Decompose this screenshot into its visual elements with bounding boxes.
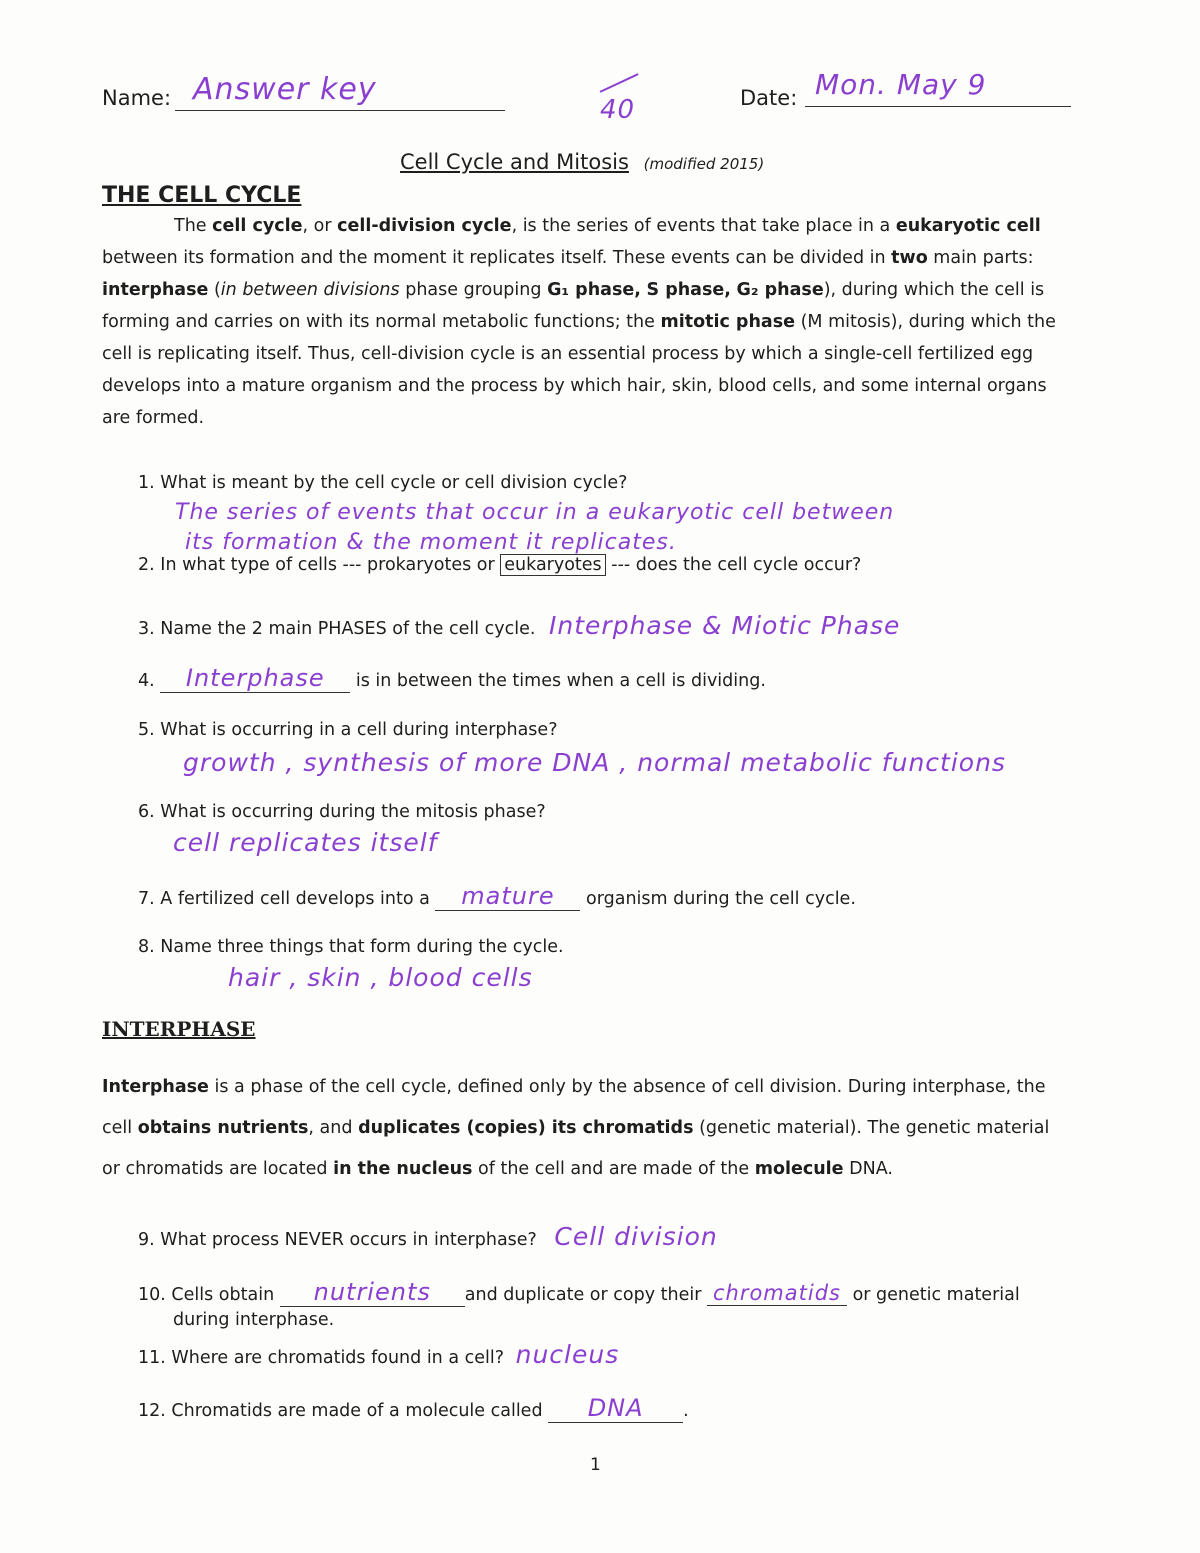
para-bold-g1: G₁ phase, — [547, 280, 641, 300]
answer-1-line2: its formation & the moment it replicates. — [185, 530, 677, 555]
question-number: 2. — [138, 555, 155, 575]
para-bold-g2: G₂ phase — [736, 280, 824, 300]
para-bold-s: S phase, — [646, 280, 731, 300]
date-value: Mon. May 9 — [815, 68, 987, 101]
para-text: , or — [302, 216, 332, 236]
question-text: Name three things that form during the cycle. — [160, 937, 564, 957]
para-text: The — [174, 216, 207, 236]
para-bold-two: two — [891, 248, 928, 268]
answer-6: cell replicates itself — [173, 828, 438, 857]
question-7 — [138, 882, 856, 911]
answer-4: Interphase — [185, 664, 325, 692]
answer-1-line1: The series of events that occur in a eukaryotic cell between — [175, 500, 895, 525]
question-text: In what type of cells --- prokaryotes or — [160, 555, 495, 575]
question-3 — [138, 611, 900, 640]
para-bold-nutrients: obtains nutrients — [137, 1118, 309, 1138]
para-bold-mitotic-phase: mitotic phase — [660, 312, 795, 332]
answer-5: growth , synthesis of more DNA , normal metabolic functions — [183, 748, 1006, 777]
question-9 — [138, 1222, 718, 1251]
answer-9: Cell division — [554, 1222, 718, 1251]
para-text: , during which the cell is replicating itself. Thus, cell-division cycle is an essential process by which a single-cell fertilized egg develops into a mature organism and the process by which hair, skin, blood cells, and some internal organs are formed. — [102, 312, 1056, 428]
question-number: 12. — [138, 1401, 166, 1421]
para-text: (M mitosis) — [800, 312, 898, 332]
question-number: 1. — [138, 473, 155, 493]
question-text: Chromatids are made of a molecule called — [171, 1401, 543, 1421]
answer-10a-blank[interactable] — [280, 1278, 465, 1307]
question-10-cont: during interphase. — [173, 1310, 335, 1330]
question-number: 4. — [138, 671, 155, 691]
title-main: Cell Cycle and Mitosis — [400, 150, 629, 174]
para-text: main parts: — [933, 248, 1034, 268]
question-2 — [138, 555, 861, 575]
answer-10b: chromatids — [712, 1281, 841, 1305]
para-text: is a phase of the cell cycle, defined only by the absence of cell division. During interphase, the cell — [102, 1077, 1046, 1138]
answer-4-blank[interactable] — [160, 664, 350, 693]
answer-8: hair , skin , blood cells — [228, 963, 533, 992]
question-1 — [138, 473, 627, 493]
question-text: or genetic material — [852, 1285, 1020, 1305]
answer-7-blank[interactable] — [435, 882, 580, 911]
question-11 — [138, 1340, 619, 1369]
score-slash — [600, 73, 639, 92]
question-text: . — [683, 1401, 689, 1421]
name-label: Name: — [102, 86, 172, 110]
answer-7: mature — [461, 882, 555, 910]
para-bold-eukaryotic-cell: eukaryotic cell — [895, 216, 1041, 236]
para-bold-interphase: Interphase — [102, 1077, 209, 1097]
question-4 — [138, 664, 766, 693]
answer-11: nucleus — [515, 1340, 620, 1369]
page-title — [400, 150, 764, 174]
question-text: A fertilized cell develops into a — [160, 889, 430, 909]
para-text: phase grouping — [405, 280, 542, 300]
question-text: --- does the cell cycle occur? — [611, 555, 862, 575]
question-number: 3. — [138, 619, 155, 639]
para-text: of the cell and are made of the — [478, 1159, 750, 1179]
para-text: , and — [308, 1118, 353, 1138]
question-5 — [138, 720, 557, 740]
question-text: Name the 2 main PHASES of the cell cycle. — [160, 619, 536, 639]
para-italic-in-between: in between divisions — [220, 280, 400, 300]
para-text: , is the series of events that take place in a — [511, 216, 891, 236]
question-text: and duplicate or copy their — [464, 1285, 702, 1305]
answer-12: DNA — [587, 1394, 644, 1422]
question-number: 6. — [138, 802, 155, 822]
question-number: 10. — [138, 1285, 166, 1305]
question-number: 11. — [138, 1348, 166, 1368]
para-text: DNA. — [849, 1159, 893, 1179]
question-text: organism during the cell cycle. — [586, 889, 856, 909]
para-text: ), during which the cell is forming and carries on with its normal metabolic functions; the — [102, 280, 1045, 332]
para-bold-cell-cycle: cell cycle — [212, 216, 303, 236]
para-bold-molecule: molecule — [754, 1159, 844, 1179]
date-field[interactable] — [805, 68, 1071, 107]
date-label: Date: — [740, 86, 798, 110]
question-text: Cells obtain — [171, 1285, 275, 1305]
question-text: What process NEVER occurs in interphase? — [160, 1230, 537, 1250]
para-bold-nucleus: in the nucleus — [333, 1159, 473, 1179]
answer-2-boxed: eukaryotes — [500, 554, 605, 576]
answer-10b-blank[interactable] — [707, 1281, 847, 1306]
name-value: Answer key — [193, 72, 377, 107]
question-number: 7. — [138, 889, 155, 909]
interphase-paragraph — [102, 1067, 1072, 1190]
answer-3: Interphase & Miotic Phase — [549, 611, 901, 640]
question-text: is in between the times when a cell is dividing. — [355, 671, 766, 691]
question-text: What is meant by the cell cycle or cell division cycle? — [160, 473, 628, 493]
question-number: 8. — [138, 937, 155, 957]
answer-12-blank[interactable] — [548, 1394, 683, 1423]
question-text: Where are chromatids found in a cell? — [171, 1348, 505, 1368]
question-12 — [138, 1394, 689, 1423]
score-value: 40 — [600, 95, 636, 125]
question-text: What is occurring in a cell during interphase? — [160, 720, 558, 740]
question-10 — [138, 1278, 1098, 1307]
question-8 — [138, 937, 564, 957]
para-text: between its formation and the moment it replicates itself. These events can be divided in — [102, 248, 886, 268]
para-bold-interphase: interphase — [102, 280, 209, 300]
para-bold-cell-division-cycle: cell-division cycle — [337, 216, 512, 236]
question-number: 9. — [138, 1230, 155, 1250]
question-6 — [138, 802, 546, 822]
para-text: (genetic material). The genetic material or chromatids are located — [102, 1118, 1050, 1179]
answer-10a: nutrients — [313, 1278, 431, 1306]
para-bold-chromatids: duplicates (copies) its chromatids — [358, 1118, 694, 1138]
section-heading-interphase: INTERPHASE — [102, 1017, 256, 1041]
cell-cycle-paragraph: The cell cycle, or cell-division cycle, is the series of events that take place in a eukaryotic cell between its formation and the moment it replicates itself. These events can be divided in two main parts: interphase (in between divisions phase grouping G₁ phase, S phase, G₂ phase), during which the cell is forming and carries on with its normal metabolic functions; the mitotic phase (M mitosis), during which the cell is replicating itself. Thus, cell-division cycle is an essential process by which a single-cell fertilized egg develops into a mature organism and the process by which hair, skin, blood cells, and some internal organs are formed. — [102, 216, 1056, 428]
question-number: 5. — [138, 720, 155, 740]
question-text: What is occurring during the mitosis phase? — [160, 802, 546, 822]
name-field[interactable] — [175, 72, 505, 111]
section-heading-cell-cycle: THE CELL CYCLE — [102, 183, 302, 208]
page-number: 1 — [590, 1455, 601, 1475]
title-sub: (modified 2015) — [643, 155, 765, 173]
